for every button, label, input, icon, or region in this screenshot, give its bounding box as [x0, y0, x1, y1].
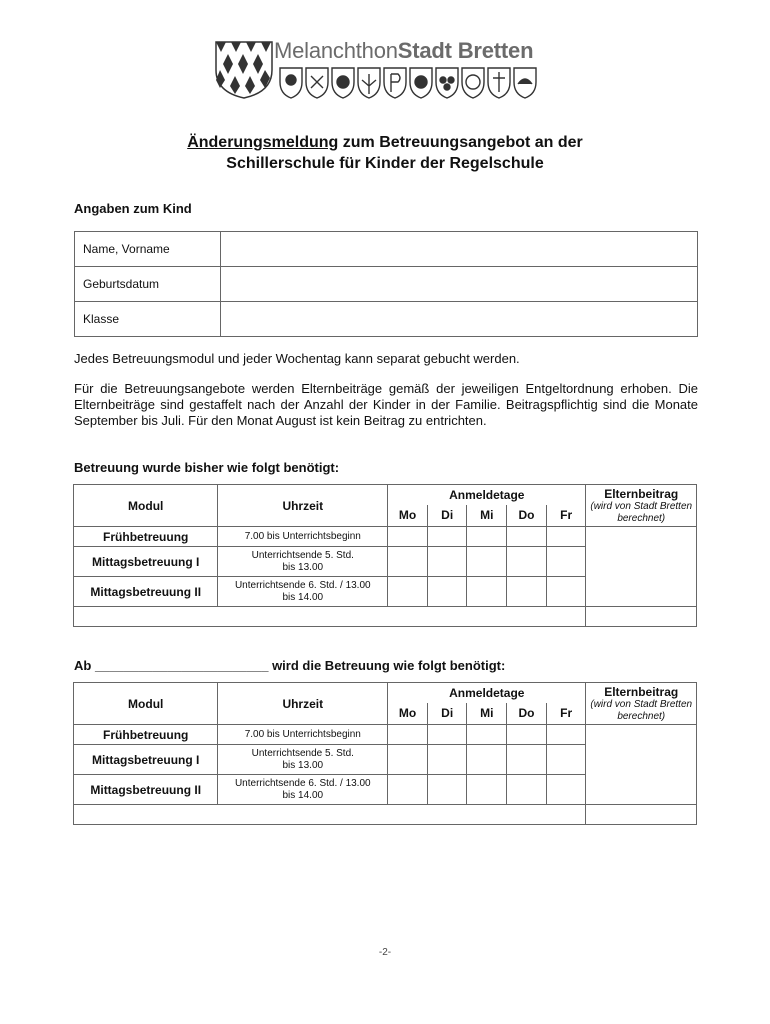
- table-row: [75, 302, 698, 337]
- after-section-heading: Ab ________________________ wird die Betreuung wie folgt benötigt:: [74, 658, 506, 673]
- day-checkbox[interactable]: [546, 547, 586, 577]
- day-checkbox[interactable]: [467, 745, 507, 775]
- modul-cell: Mittagsbetreuung I: [74, 745, 218, 775]
- birthdate-input-cell[interactable]: [221, 267, 698, 302]
- total-row-blank: [74, 805, 586, 825]
- day-fr: Fr: [546, 703, 586, 725]
- emblem-5-icon: [384, 68, 406, 98]
- table-row: [74, 485, 697, 505]
- time-cell: Unterrichtsende 6. Std. / 13.00 bis 14.00: [218, 577, 388, 607]
- day-checkbox[interactable]: [546, 745, 586, 775]
- fee-cell: [586, 725, 697, 805]
- table-row: [75, 232, 698, 267]
- child-info-table: [74, 231, 698, 337]
- day-checkbox[interactable]: [388, 577, 428, 607]
- day-checkbox[interactable]: [507, 547, 547, 577]
- day-checkbox[interactable]: [467, 725, 507, 745]
- time-cell: Unterrichtsende 6. Std. / 13.00 bis 14.00: [218, 775, 388, 805]
- day-fr: Fr: [546, 505, 586, 527]
- emblem-1-icon: [280, 68, 302, 98]
- table-row: [74, 527, 697, 547]
- before-section-heading: Betreuung wurde bisher wie folgt benötigt:: [74, 460, 340, 475]
- day-checkbox[interactable]: [427, 775, 467, 805]
- child-section-heading: Angaben zum Kind: [74, 201, 192, 216]
- col-anmeldetage: Anmeldetage: [388, 683, 586, 703]
- title-underlined: Änderungsmeldung: [187, 134, 339, 151]
- time-cell: 7.00 bis Unterrichtsbeginn: [218, 725, 388, 745]
- time-cell: Unterrichtsende 5. Std. bis 13.00: [218, 745, 388, 775]
- fee-cell: [586, 527, 697, 607]
- field-label: Name, Vorname: [75, 232, 221, 267]
- day-checkbox[interactable]: [388, 745, 428, 775]
- fee-note: (wird von Stadt Bretten berechnet): [590, 500, 693, 524]
- fee-label: Elternbeitrag: [604, 486, 679, 501]
- table-row: [74, 725, 697, 745]
- day-di: Di: [427, 505, 467, 527]
- total-fee-cell[interactable]: [586, 607, 697, 627]
- day-checkbox[interactable]: [467, 547, 507, 577]
- total-fee-cell[interactable]: [586, 805, 697, 825]
- day-mi: Mi: [467, 505, 507, 527]
- total-row-blank: [74, 607, 586, 627]
- day-checkbox[interactable]: [546, 725, 586, 745]
- day-checkbox[interactable]: [507, 775, 547, 805]
- emblem-7-icon: [436, 68, 458, 98]
- col-uhrzeit: Uhrzeit: [218, 683, 388, 725]
- day-checkbox[interactable]: [427, 577, 467, 607]
- day-checkbox[interactable]: [507, 577, 547, 607]
- paragraph-fees: Für die Betreuungsangebote werden Elternbeiträge gemäß der jeweiligen Entgeltordnung erhoben. Die Elternbeiträge sind gestaffelt nach der Anzahl der Kinder in der Familie. Beitragspflichtig sind die Monate September bis Juli. Für den Monat August ist kein Beitrag zu entrichten.: [74, 381, 698, 428]
- emblem-3-icon: [332, 68, 354, 98]
- day-mo: Mo: [388, 703, 428, 725]
- brand-name: MelanchthonStadt Bretten: [274, 38, 534, 63]
- emblem-9-icon: [488, 68, 510, 98]
- modul-cell: Frühbetreuung: [74, 725, 218, 745]
- day-checkbox[interactable]: [507, 527, 547, 547]
- table-row: [74, 607, 697, 627]
- day-checkbox[interactable]: [427, 527, 467, 547]
- day-checkbox[interactable]: [546, 527, 586, 547]
- day-do: Do: [507, 703, 547, 725]
- col-elternbeitrag: [586, 683, 697, 725]
- name-input-cell[interactable]: [221, 232, 698, 267]
- page-number: -2-: [378, 947, 392, 958]
- emblem-2-icon: [306, 68, 328, 98]
- col-anmeldetage: Anmeldetage: [388, 485, 586, 505]
- class-input-cell[interactable]: [221, 302, 698, 337]
- care-table-after: [73, 682, 697, 825]
- day-di: Di: [427, 703, 467, 725]
- day-do: Do: [507, 505, 547, 527]
- fee-note: (wird von Stadt Bretten berechnet): [590, 698, 693, 722]
- table-row: [74, 683, 697, 703]
- day-checkbox[interactable]: [388, 547, 428, 577]
- col-modul: Modul: [74, 485, 218, 527]
- day-checkbox[interactable]: [467, 577, 507, 607]
- day-checkbox[interactable]: [388, 775, 428, 805]
- day-mi: Mi: [467, 703, 507, 725]
- modul-cell: Mittagsbetreuung II: [74, 577, 218, 607]
- time-cell: Unterrichtsende 5. Std. bis 13.00: [218, 547, 388, 577]
- day-checkbox[interactable]: [427, 725, 467, 745]
- modul-cell: Frühbetreuung: [74, 527, 218, 547]
- day-checkbox[interactable]: [507, 745, 547, 775]
- day-checkbox[interactable]: [467, 775, 507, 805]
- table-row: [75, 267, 698, 302]
- day-checkbox[interactable]: [388, 725, 428, 745]
- title-line1: zum Betreuungsangebot an der: [338, 134, 583, 151]
- day-checkbox[interactable]: [546, 577, 586, 607]
- care-table-before: [73, 484, 697, 627]
- day-checkbox[interactable]: [507, 725, 547, 745]
- day-checkbox[interactable]: [427, 547, 467, 577]
- field-label: Klasse: [75, 302, 221, 337]
- field-label: Geburtsdatum: [75, 267, 221, 302]
- time-cell: 7.00 bis Unterrichtsbeginn: [218, 527, 388, 547]
- col-elternbeitrag: [586, 485, 697, 527]
- emblem-6-icon: [410, 68, 432, 98]
- paragraph-modules: Jedes Betreuungsmodul und jeder Wochentag kann separat gebucht werden.: [74, 351, 520, 366]
- fee-label: Elternbeitrag: [604, 684, 679, 699]
- day-checkbox[interactable]: [427, 745, 467, 775]
- page-title: [0, 132, 770, 174]
- table-row: [74, 805, 697, 825]
- col-modul: Modul: [74, 683, 218, 725]
- col-uhrzeit: Uhrzeit: [218, 485, 388, 527]
- emblem-8-icon: [462, 68, 484, 98]
- day-checkbox[interactable]: [467, 527, 507, 547]
- modul-cell: Mittagsbetreuung I: [74, 547, 218, 577]
- title-line2: Schillerschule für Kinder der Regelschule: [226, 155, 544, 172]
- emblem-4-icon: [358, 68, 380, 98]
- coat-of-arms-icon: [216, 42, 272, 98]
- day-checkbox[interactable]: [388, 527, 428, 547]
- day-checkbox[interactable]: [546, 775, 586, 805]
- emblem-10-icon: [514, 68, 536, 98]
- day-mo: Mo: [388, 505, 428, 527]
- modul-cell: Mittagsbetreuung II: [74, 775, 218, 805]
